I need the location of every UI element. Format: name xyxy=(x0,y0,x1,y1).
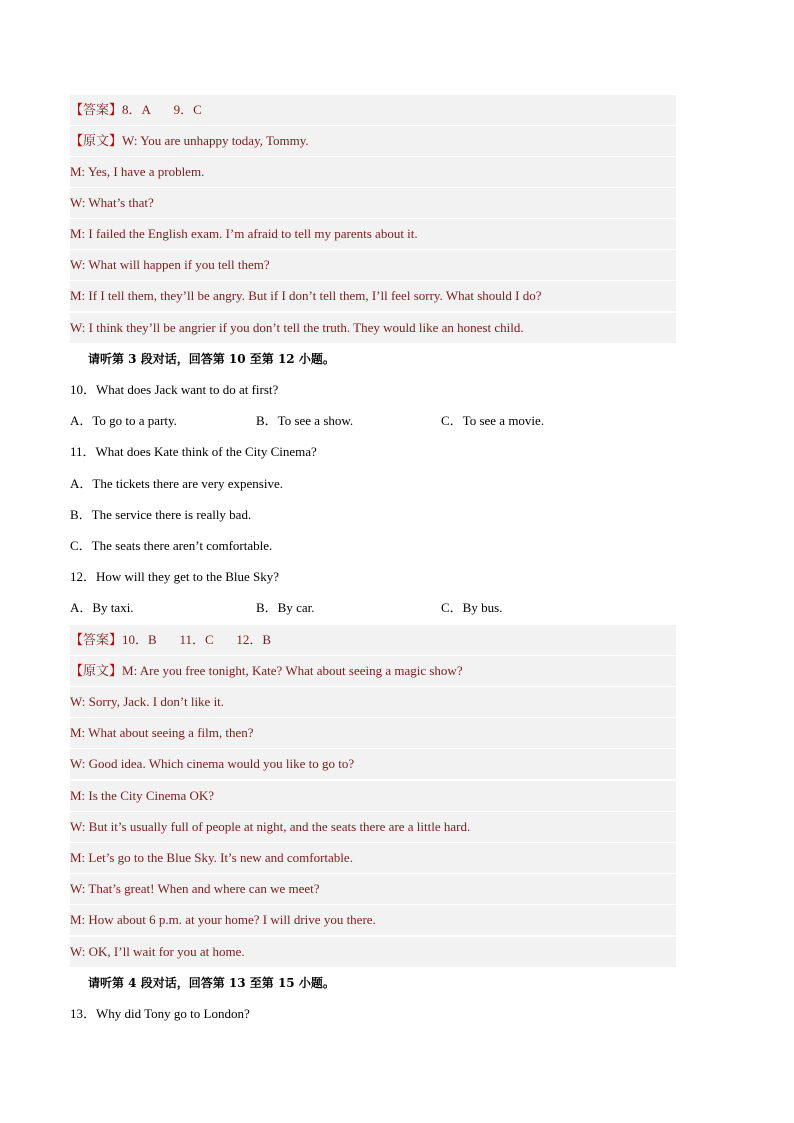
transcript-line: M: Let’s go to the Blue Sky. It’s new and comfortable. xyxy=(70,843,676,874)
transcript-label: 原文 xyxy=(83,133,110,148)
transcript-line: M: If I tell them, they’ll be angry. But if I don’t tell them, I’ll feel sorry. What should I do? xyxy=(70,281,676,312)
transcript-line: W: What’s that? xyxy=(70,188,676,219)
transcript-line: W: I think they’ll be angrier if you don’t tell the truth. They would like an honest child. xyxy=(70,313,676,343)
option-a: A．The tickets there are very expensive. xyxy=(70,476,283,491)
option-b: B．The service there is really bad. xyxy=(70,507,252,522)
question-13: 13．Why did Tony go to London? xyxy=(70,1006,250,1021)
transcript-line: 【原文】M: Are you free tonight, Kate? What about seeing a magic show? xyxy=(70,656,676,687)
transcript-line: M: Yes, I have a problem. xyxy=(70,157,676,188)
transcript-line: M: How about 6 p.m. at your home? I will drive you there. xyxy=(70,905,676,936)
transcript-line: M: Is the City Cinema OK? xyxy=(70,781,676,812)
transcript-line: W: Sorry, Jack. I don’t like it. xyxy=(70,687,676,718)
answer-text: 10．B 11．C 12．B xyxy=(122,632,272,647)
transcript-line: M: I failed the English exam. I’m afraid to tell my parents about it. xyxy=(70,219,676,250)
question-10: 10．What does Jack want to do at first? xyxy=(70,382,279,397)
option-b: B．To see a show. xyxy=(256,413,354,428)
options-10 xyxy=(70,406,676,436)
option-b: B．By car. xyxy=(256,600,315,615)
transcript-line: W: OK, I’ll wait for you at home. xyxy=(70,937,676,967)
option-c: C．The seats there aren’t comfortable. xyxy=(70,538,273,553)
transcript-line: M: What about seeing a film, then? xyxy=(70,718,676,749)
transcript-line: W: That’s great! When and where can we meet? xyxy=(70,874,676,905)
option-c: C．To see a movie. xyxy=(441,413,545,428)
option-a: A．By taxi. xyxy=(70,600,134,615)
answer-line-1: 【答案】8．A 9．C xyxy=(70,95,676,126)
answer-text: 8．A 9．C xyxy=(122,102,202,117)
transcript-line: 【原文】W: You are unhappy today, Tommy. xyxy=(70,126,676,157)
answer-line-2: 【答案】10．B 11．C 12．B xyxy=(70,625,676,656)
answer-label: 答案 xyxy=(83,632,110,647)
transcript-line: W: Good idea. Which cinema would you like to go to? xyxy=(70,749,676,780)
question-11: 11．What does Kate think of the City Cinema? xyxy=(70,444,317,459)
transcript-line: W: But it’s usually full of people at night, and the seats there are a little hard. xyxy=(70,812,676,843)
options-12 xyxy=(70,593,676,623)
instruction-section-4: 请听第 4 段对话，回答第 13 至第 15 小题。 xyxy=(88,976,335,990)
transcript-line: W: What will happen if you tell them? xyxy=(70,250,676,281)
question-12: 12．How will they get to the Blue Sky? xyxy=(70,569,280,584)
answer-label: 答案 xyxy=(83,102,110,117)
option-c: C．By bus. xyxy=(441,600,503,615)
instruction-section-3: 请听第 3 段对话，回答第 10 至第 12 小题。 xyxy=(88,352,335,366)
transcript-label: 原文 xyxy=(83,663,110,678)
option-a: A．To go to a party. xyxy=(70,413,177,428)
